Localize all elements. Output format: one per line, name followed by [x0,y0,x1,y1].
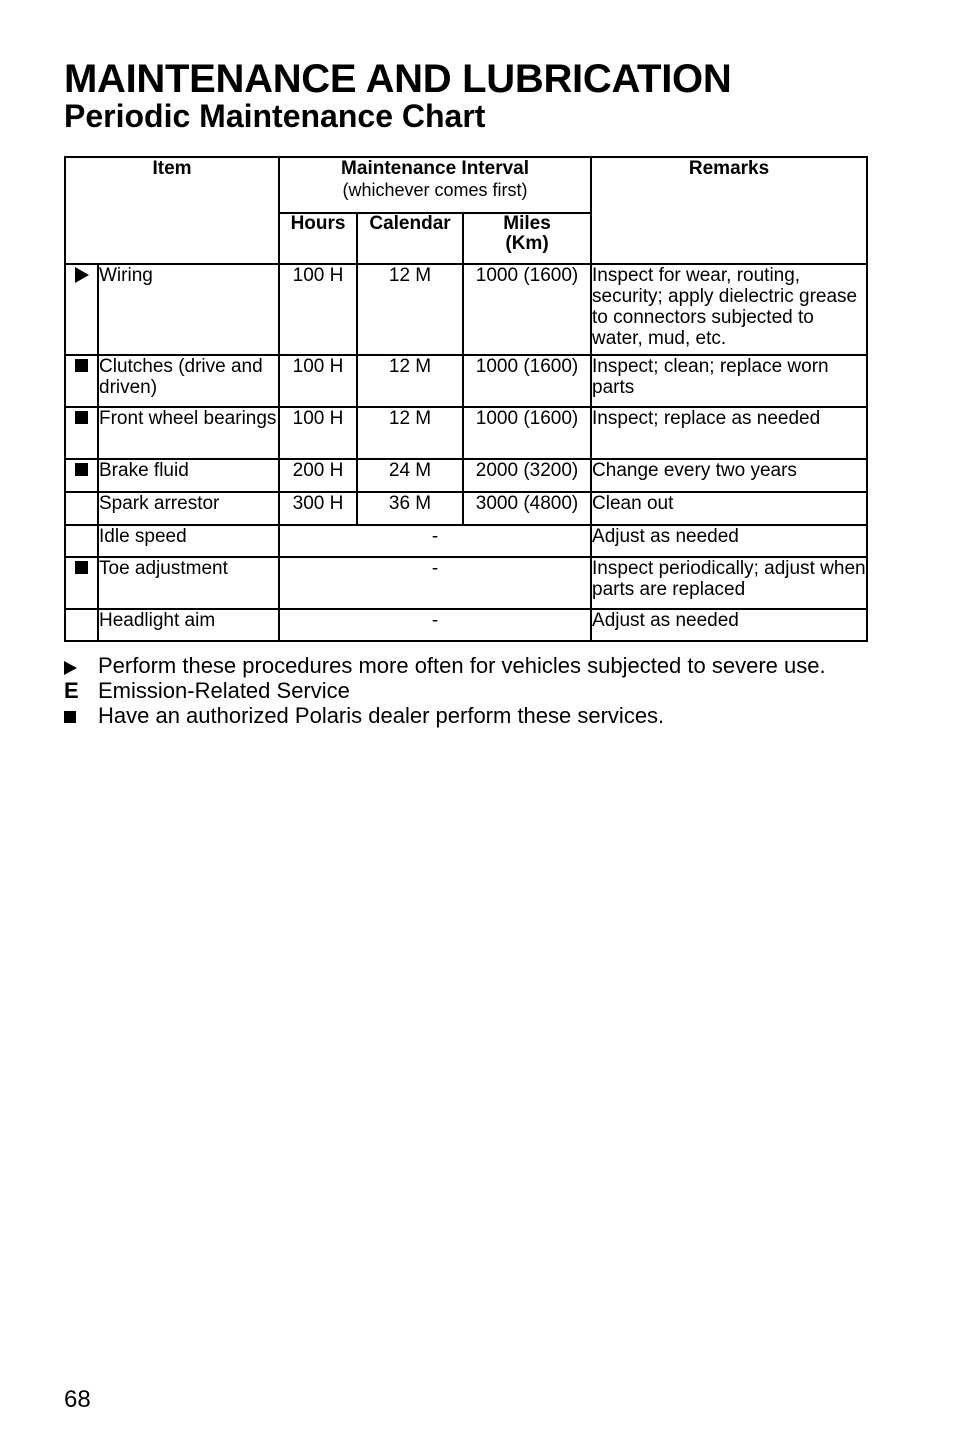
row-miles: 1000 (1600) [463,407,591,459]
row-marker [65,492,98,525]
table-row [65,525,867,557]
page-number: 68 [64,1386,91,1413]
row-remarks: Inspect; clean; replace worn parts [591,355,867,407]
row-remarks: Clean out [591,492,867,525]
row-calendar: 36 M [357,492,463,525]
row-item: Toe adjustment [98,557,279,609]
table-row [65,609,867,641]
row-item: Brake fluid [98,459,279,492]
header-interval-note: (whichever comes first) [342,180,528,200]
table-row [65,557,867,609]
header-remarks: Remarks [591,157,867,264]
legend-dealer [64,703,884,728]
row-item: Spark arrestor [98,492,279,525]
legend-symbol [64,653,98,678]
table-row [65,459,867,492]
triangle-bullet-icon [75,267,89,283]
row-hours: 100 H [279,264,357,355]
row-calendar: 12 M [357,264,463,355]
row-calendar: 12 M [357,355,463,407]
row-miles: 1000 (1600) [463,355,591,407]
row-marker [65,459,98,492]
row-item: Idle speed [98,525,279,557]
square-bullet-icon [75,411,88,424]
row-remarks: Inspect periodically; adjust when parts are replaced [591,557,867,609]
legend-severe-use [64,653,884,678]
table-row [65,407,867,459]
header-miles [463,213,591,264]
page-subtitle: Periodic Maintenance Chart [64,98,486,134]
row-miles: 1000 (1600) [463,264,591,355]
row-hours: 100 H [279,407,357,459]
row-marker [65,609,98,641]
legend [64,653,884,728]
row-marker [65,525,98,557]
row-hours: 200 H [279,459,357,492]
header-miles-line1: Miles [503,213,551,234]
row-hours: 100 H [279,355,357,407]
row-item: Wiring [98,264,279,355]
row-interval: - [279,525,591,557]
legend-emission-symbol: E [64,678,79,703]
legend-severe-use-text: Perform these procedures more often for vehicles subjected to severe use. [98,653,826,678]
header-calendar: Calendar [357,213,463,264]
row-marker [65,557,98,609]
row-marker [65,264,98,355]
row-item: Clutches (drive and driven) [98,355,279,407]
row-hours: 300 H [279,492,357,525]
square-bullet-icon [75,561,88,574]
table-row [65,264,867,355]
row-interval: - [279,557,591,609]
legend-emission [64,678,884,703]
header-hours: Hours [279,213,357,264]
row-remarks: Inspect for wear, routing, security; apply dielectric grease to connectors subjected to water, mud, etc. [591,264,867,355]
legend-symbol [64,703,98,728]
maintenance-chart-table [64,156,868,642]
row-remarks: Adjust as needed [591,609,867,641]
table-row [65,355,867,407]
header-item: Item [65,157,279,264]
row-calendar: 12 M [357,407,463,459]
row-marker [65,407,98,459]
square-bullet-icon [64,711,76,723]
row-miles: 3000 (4800) [463,492,591,525]
header-miles-line2: (Km) [505,233,549,254]
row-calendar: 24 M [357,459,463,492]
row-miles: 2000 (3200) [463,459,591,492]
legend-emission-text: Emission-Related Service [98,678,350,703]
legend-dealer-text: Have an authorized Polaris dealer perform these services. [98,703,665,728]
table-row [65,492,867,525]
square-bullet-icon [75,463,88,476]
row-remarks: Inspect; replace as needed [591,407,867,459]
header-maintenance-interval [279,157,591,213]
header-interval-label: Maintenance Interval [341,158,529,179]
row-item: Headlight aim [98,609,279,641]
row-interval: - [279,609,591,641]
square-bullet-icon [75,359,88,372]
row-remarks: Adjust as needed [591,525,867,557]
triangle-bullet-icon [64,661,77,675]
page-title: MAINTENANCE AND LUBRICATION [64,57,732,101]
row-remarks: Change every two years [591,459,867,492]
row-marker [65,355,98,407]
row-item: Front wheel bearings [98,407,279,459]
